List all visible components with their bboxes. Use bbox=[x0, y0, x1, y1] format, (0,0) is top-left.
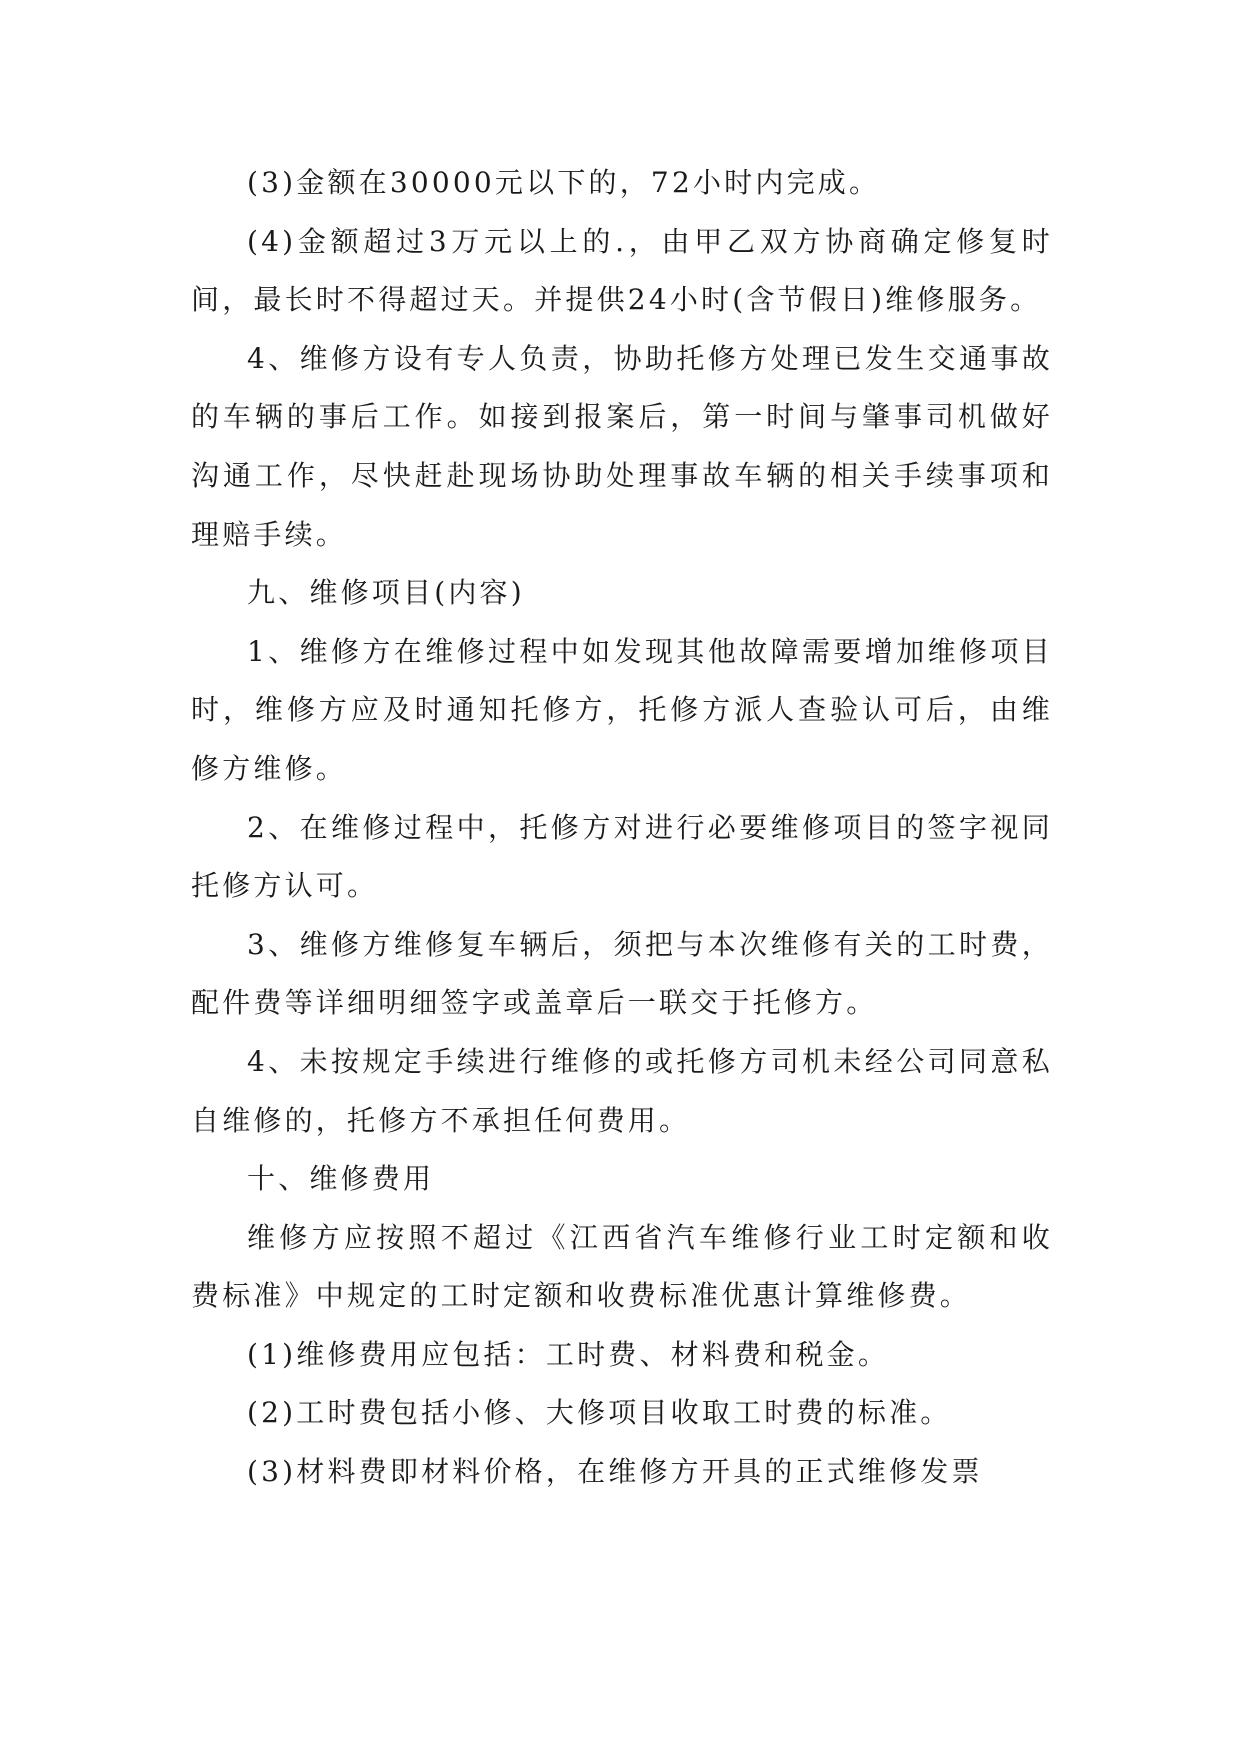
paragraph-cost-components: (1)维修费用应包括：工时费、材料费和税金。 bbox=[247, 1337, 890, 1371]
paragraph-material-cost: (3)材料费即材料价格，在维修方开具的正式维修发票 bbox=[247, 1455, 983, 1489]
paragraph-amount-over-30000: (4)金额超过3万元以上的.，由甲乙双方协商确定修复时间，最长时不得超过天。并提供24小时(含节假日)维修服务。 bbox=[191, 224, 1053, 317]
paragraph-labor-cost: (2)工时费包括小修、大修项目收取工时费的标准。 bbox=[247, 1396, 952, 1430]
document-body bbox=[191, 154, 1053, 1502]
paragraph-accident-handling: 4、维修方设有专人负责，协助托修方处理已发生交通事故的车辆的事后工作。如接到报案后，第一时间与肇事司机做好沟通工作，尽快赶赴现场协助处理事故车辆的相关手续事项和理赔手续。 bbox=[191, 341, 1053, 551]
paragraph-additional-repair-items: 1、维修方在维修过程中如发现其他故障需要增加维修项目时，维修方应及时通知托修方，托修方派人查验认可后，由维修方维修。 bbox=[191, 634, 1053, 785]
paragraph-signature-approval: 2、在维修过程中，托修方对进行必要维修项目的签字视同托修方认可。 bbox=[191, 810, 1053, 903]
paragraph-unauthorized-repair: 4、未按规定手续进行维修的或托修方司机未经公司同意私自维修的，托修方不承担任何费用。 bbox=[191, 1044, 1053, 1137]
section-heading-repair-costs: 十、维修费用 bbox=[247, 1162, 435, 1196]
section-heading-repair-items: 九、维修项目(内容) bbox=[247, 576, 525, 610]
paragraph-amount-under-30000: (3)金额在30000元以下的，72小时内完成。 bbox=[247, 166, 881, 199]
paragraph-cost-details: 3、维修方维修复车辆后，须把与本次维修有关的工时费，配件费等详细明细签字或盖章后一联交于托修方。 bbox=[191, 927, 1053, 1020]
paragraph-cost-standard: 维修方应按照不超过《江西省汽车维修行业工时定额和收费标准》中规定的工时定额和收费标准优惠计算维修费。 bbox=[191, 1220, 1053, 1313]
